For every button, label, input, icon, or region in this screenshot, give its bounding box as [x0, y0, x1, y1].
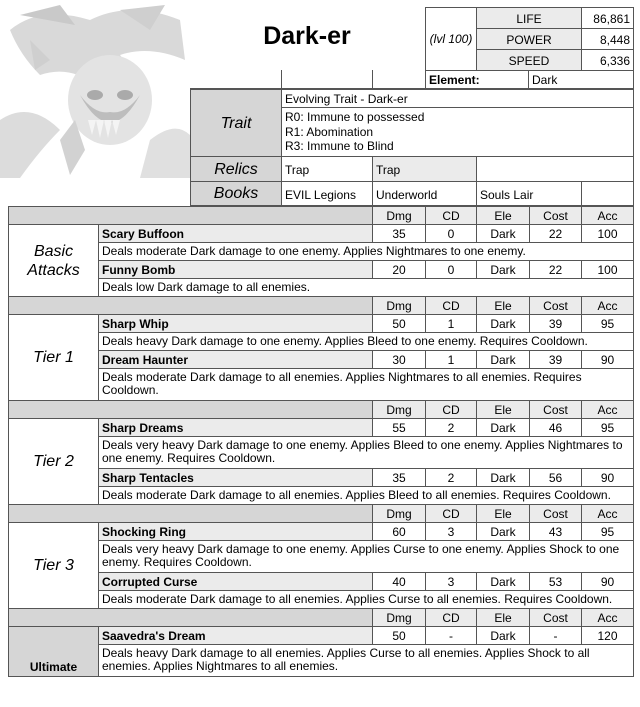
group-label: Tier 2 [8, 418, 99, 505]
skill-cost: - [529, 626, 582, 645]
skill-name: Dream Haunter [98, 350, 373, 369]
table-header-blank [8, 608, 374, 627]
group-label: Tier 3 [8, 522, 99, 609]
column-header: Dmg [372, 504, 426, 523]
skill-cd: 0 [425, 224, 477, 243]
skill-description: Deals heavy Dark damage to one enemy. Applies Bleed to one enemy. Requires Cooldown. [98, 332, 634, 351]
trait-lines [281, 107, 634, 157]
character-portrait [0, 0, 190, 178]
skill-dmg: 50 [372, 314, 426, 333]
trait-line: R3: Immune to Blind [285, 139, 394, 153]
skill-acc: 100 [581, 260, 634, 279]
skill-name: Scary Buffoon [98, 224, 373, 243]
skill-acc: 95 [581, 314, 634, 333]
column-header: CD [425, 504, 477, 523]
column-header: Acc [581, 400, 634, 419]
character-name: Dark-er [263, 22, 351, 50]
skill-name: Sharp Dreams [98, 418, 373, 437]
level-label: (lvl 100) [425, 7, 477, 71]
column-header: Ele [476, 504, 530, 523]
skill-cost: 46 [529, 418, 582, 437]
empty-cell [190, 70, 282, 89]
skill-cd: 3 [425, 572, 477, 591]
skill-cd: - [425, 626, 477, 645]
skill-dmg: 20 [372, 260, 426, 279]
relic-item: Trap [281, 156, 373, 182]
trait-label: Trait [190, 89, 282, 157]
book-item: Underworld [372, 181, 477, 206]
stat-value: 86,861 [581, 7, 634, 29]
skill-acc: 90 [581, 350, 634, 369]
skill-acc: 120 [581, 626, 634, 645]
trait-line: R0: Immune to possessed [285, 110, 425, 124]
skill-dmg: 55 [372, 418, 426, 437]
column-header: Ele [476, 400, 530, 419]
skill-description: Deals moderate Dark damage to all enemies. Applies Nightmares to all enemies. Requires Cooldown. [98, 368, 634, 401]
skill-cost: 39 [529, 314, 582, 333]
skill-dmg: 35 [372, 468, 426, 487]
empty-cell [372, 70, 426, 89]
column-header: Acc [581, 206, 634, 225]
skill-description: Deals very heavy Dark damage to one enemy. Applies Bleed to one enemy. Applies Nightmares to one enemy. Requires Cooldown. [98, 436, 634, 469]
column-header: Dmg [372, 206, 426, 225]
skill-ele: Dark [476, 572, 530, 591]
table-header-blank [8, 206, 374, 225]
stat-label: LIFE [476, 7, 582, 29]
table-header-blank [8, 504, 374, 523]
skill-acc: 95 [581, 418, 634, 437]
group-label: Basic Attacks [8, 224, 99, 297]
skill-acc: 100 [581, 224, 634, 243]
skill-name: Corrupted Curse [98, 572, 373, 591]
skill-ele: Dark [476, 350, 530, 369]
skill-acc: 90 [581, 468, 634, 487]
skill-cost: 39 [529, 350, 582, 369]
book-item: EVIL Legions [281, 181, 373, 206]
skill-name: Sharp Tentacles [98, 468, 373, 487]
column-header: Ele [476, 206, 530, 225]
skill-dmg: 35 [372, 224, 426, 243]
empty-cell [281, 70, 373, 89]
element-label: Element: [425, 70, 529, 89]
stat-label: SPEED [476, 49, 582, 71]
column-header: Dmg [372, 608, 426, 627]
skill-name: Funny Bomb [98, 260, 373, 279]
skill-name: Saavedra's Dream [98, 626, 373, 645]
skill-ele: Dark [476, 626, 530, 645]
skill-description: Deals moderate Dark damage to one enemy. Applies Nightmares to one enemy. [98, 242, 634, 261]
group-label: Tier 1 [8, 314, 99, 401]
relic-item: Trap [372, 156, 477, 182]
skill-description: Deals heavy Dark damage to all enemies. Applies Curse to all enemies. Applies Shock to all enemies. Applies Nightmares to all enemies. [98, 644, 634, 677]
skill-dmg: 60 [372, 522, 426, 541]
empty-cell [581, 181, 634, 206]
column-header: Acc [581, 608, 634, 627]
column-header: Acc [581, 504, 634, 523]
skill-dmg: 50 [372, 626, 426, 645]
column-header: Cost [529, 608, 582, 627]
column-header: CD [425, 206, 477, 225]
column-header: Cost [529, 296, 582, 315]
skill-description: Deals moderate Dark damage to all enemies. Applies Curse to all enemies. Requires Cooldown. [98, 590, 634, 609]
skill-description: Deals very heavy Dark damage to one enemy. Applies Curse to one enemy. Applies Shock to one enemy. Requires Cooldown. [98, 540, 634, 573]
element-value: Dark [528, 70, 634, 89]
column-header: Cost [529, 206, 582, 225]
skill-ele: Dark [476, 418, 530, 437]
column-header: CD [425, 400, 477, 419]
skill-dmg: 40 [372, 572, 426, 591]
column-header: Cost [529, 400, 582, 419]
column-header: Cost [529, 504, 582, 523]
books-label: Books [190, 181, 282, 206]
column-header: Ele [476, 296, 530, 315]
group-label: Ultimate [8, 626, 99, 677]
skill-ele: Dark [476, 468, 530, 487]
column-header: CD [425, 608, 477, 627]
skill-cd: 1 [425, 350, 477, 369]
column-header: CD [425, 296, 477, 315]
stat-value: 6,336 [581, 49, 634, 71]
skill-name: Shocking Ring [98, 522, 373, 541]
skill-cost: 22 [529, 224, 582, 243]
skill-description: Deals low Dark damage to all enemies. [98, 278, 634, 297]
skill-name: Sharp Whip [98, 314, 373, 333]
column-header: Ele [476, 608, 530, 627]
skill-cost: 56 [529, 468, 582, 487]
column-header: Dmg [372, 400, 426, 419]
skill-ele: Dark [476, 260, 530, 279]
skill-cost: 53 [529, 572, 582, 591]
skill-dmg: 30 [372, 350, 426, 369]
trait-line: R1: Abomination [285, 124, 374, 139]
column-header: Dmg [372, 296, 426, 315]
table-header-blank [8, 296, 374, 315]
skill-ele: Dark [476, 314, 530, 333]
trait-title: Evolving Trait - Dark-er [281, 89, 634, 108]
skill-acc: 90 [581, 572, 634, 591]
skill-description: Deals moderate Dark damage to all enemies. Applies Bleed to all enemies. Requires Cooldown. [98, 486, 634, 505]
column-header: Acc [581, 296, 634, 315]
skill-ele: Dark [476, 522, 530, 541]
skill-cost: 22 [529, 260, 582, 279]
skill-cd: 0 [425, 260, 477, 279]
skill-cd: 3 [425, 522, 477, 541]
skill-cd: 1 [425, 314, 477, 333]
skill-ele: Dark [476, 224, 530, 243]
book-item: Souls Lair [476, 181, 582, 206]
stat-label: POWER [476, 28, 582, 50]
skill-acc: 95 [581, 522, 634, 541]
skill-cd: 2 [425, 468, 477, 487]
stat-value: 8,448 [581, 28, 634, 50]
table-header-blank [8, 400, 374, 419]
skill-cd: 2 [425, 418, 477, 437]
skill-cost: 43 [529, 522, 582, 541]
relics-label: Relics [190, 156, 282, 182]
empty-cell [476, 156, 634, 182]
